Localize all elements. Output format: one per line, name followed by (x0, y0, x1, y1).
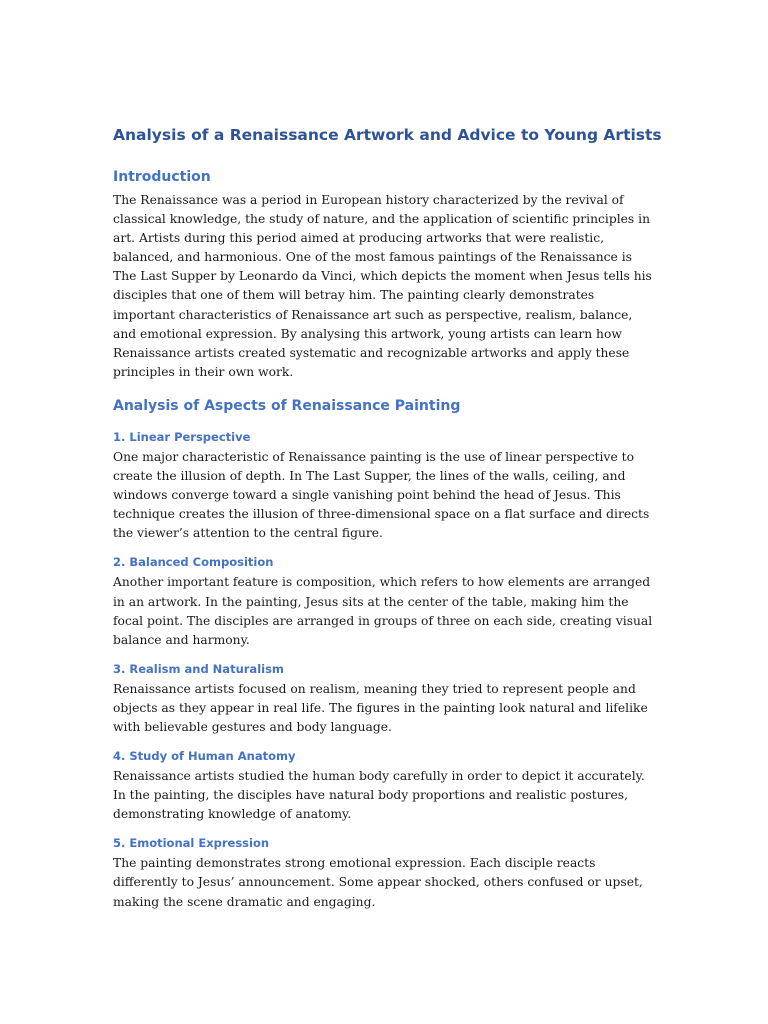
section-heading-linear-perspective: 1. Linear Perspective (113, 429, 251, 444)
section-heading-emotional-expression: 5. Emotional Expression (113, 836, 270, 851)
introduction-heading: Introduction (113, 169, 211, 185)
section-paragraph-linear-perspective: One major characteristic of Renaissance painting is the use of linear perspective to create the illusion of depth. In The Last Supper, the lines of the walls, ceiling, and windows converge toward a single vanishing point behind the head of Jesus. This technique creates the illusion of three-dimensional space on a flat surface and directs the viewer’s attention to the central figure. (113, 449, 650, 541)
introduction-paragraph: The Renaissance was a period in European history characterized by the revival of classical knowledge, the study of nature, and the application of scientific principles in art. Artists during this period aimed at producing artworks that were realistic, balanced, and harmonious. One of the most famous paintings of the Renaissance is The Last Supper by Leonardo da Vinci, which depicts the moment when Jesus tells his disciples that one of them will betray him. The painting clearly demonstrates important characteristics of Renaissance art such as perspective, realism, balance, and emotional expression. By analysing this artwork, young artists can learn how Renaissance artists created systematic and recognizable artworks and apply these principles in their own work. (113, 193, 652, 379)
section-paragraph-human-anatomy: Renaissance artists studied the human body carefully in order to depict it accurately. In the painting, the disciples have natural body proportions and realistic postures, demonstrating knowledge of anatomy. (113, 769, 645, 822)
section-paragraph-realism-naturalism: Renaissance artists focused on realism, meaning they tried to represent people and objects as they appear in real life. The figures in the painting look natural and lifelike with believable gestures and body language. (113, 681, 648, 734)
section-paragraph-balanced-composition: Another important feature is composition, which refers to how elements are arranged in an artwork. In the painting, Jesus sits at the center of the table, making him the focal point. The disciples are arranged in groups of three on each side, creating visual balance and harmony. (113, 575, 653, 647)
document-title: Analysis of a Renaissance Artwork and Advice to Young Artists (113, 126, 662, 144)
section-heading-human-anatomy: 4. Study of Human Anatomy (113, 749, 296, 764)
section-heading-balanced-composition: 2. Balanced Composition (113, 555, 274, 570)
section-heading-realism-naturalism: 3. Realism and Naturalism (113, 661, 284, 676)
document-body (113, 122, 662, 922)
section-paragraph-emotional-expression: The painting demonstrates strong emotional expression. Each disciple reacts differently to Jesus’ announcement. Some appear shocked, others confused or upset, making the scene dramatic and engaging. (113, 856, 643, 909)
analysis-heading: Analysis of Aspects of Renaissance Painting (113, 397, 461, 414)
